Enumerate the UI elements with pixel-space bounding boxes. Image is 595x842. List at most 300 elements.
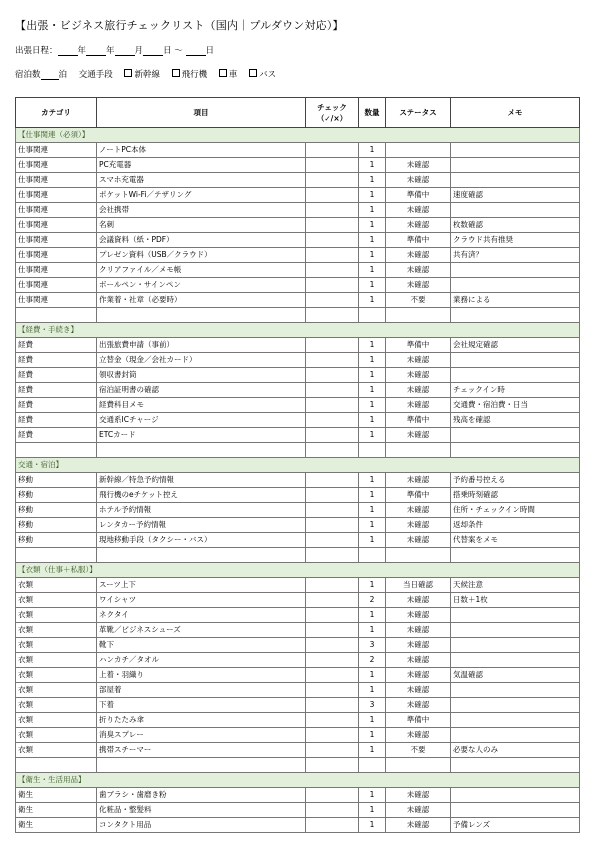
status-dropdown[interactable]: 未確認 — [386, 263, 451, 278]
table-row — [16, 728, 580, 743]
qty-cell[interactable]: 1 — [359, 623, 386, 638]
trip-info — [15, 68, 276, 80]
empty-cell[interactable] — [97, 758, 306, 773]
empty-cell[interactable] — [16, 443, 97, 458]
empty-cell[interactable] — [359, 443, 386, 458]
qty-cell[interactable]: 1 — [359, 803, 386, 818]
item-cell: 化粧品・整髪料 — [97, 803, 306, 818]
empty-cell[interactable] — [386, 758, 451, 773]
empty-cell[interactable] — [451, 758, 580, 773]
qty-cell[interactable]: 1 — [359, 338, 386, 353]
memo-cell[interactable]: 返却条件 — [451, 518, 580, 533]
category-cell: 仕事関連 — [16, 158, 97, 173]
memo-cell[interactable] — [451, 143, 580, 158]
nights-input[interactable] — [41, 69, 59, 80]
status-dropdown[interactable]: 準備中 — [386, 188, 451, 203]
qty-cell[interactable]: 1 — [359, 788, 386, 803]
checkbox-icon[interactable] — [124, 69, 132, 77]
col-item: 項目 — [97, 98, 306, 128]
table-row — [16, 293, 580, 308]
table-row — [16, 623, 580, 638]
qty-cell[interactable]: 1 — [359, 263, 386, 278]
check-cell[interactable] — [306, 623, 359, 638]
checklist-table — [15, 97, 580, 833]
month-input[interactable] — [115, 45, 135, 56]
item-cell: 領収書封筒 — [97, 368, 306, 383]
item-cell: 出張旅費申請（事前） — [97, 338, 306, 353]
status-dropdown[interactable]: 未確認 — [386, 278, 451, 293]
check-cell[interactable] — [306, 653, 359, 668]
check-cell[interactable] — [306, 233, 359, 248]
check-cell[interactable] — [306, 818, 359, 833]
item-cell: 消臭スプレー — [97, 728, 306, 743]
table-row — [16, 788, 580, 803]
status-dropdown[interactable]: 未確認 — [386, 353, 451, 368]
memo-cell[interactable] — [451, 158, 580, 173]
memo-cell[interactable]: 搭乗時刻確認 — [451, 488, 580, 503]
memo-cell[interactable]: チェックイン時 — [451, 383, 580, 398]
table-row — [16, 803, 580, 818]
table-row — [16, 593, 580, 608]
status-dropdown[interactable]: 未確認 — [386, 683, 451, 698]
check-cell[interactable] — [306, 668, 359, 683]
col-qty: 数量 — [359, 98, 386, 128]
table-row — [16, 473, 580, 488]
qty-cell[interactable]: 1 — [359, 173, 386, 188]
empty-cell[interactable] — [306, 548, 359, 563]
col-status: ステータス — [386, 98, 451, 128]
qty-cell[interactable]: 1 — [359, 488, 386, 503]
empty-cell[interactable] — [306, 443, 359, 458]
qty-cell[interactable]: 1 — [359, 188, 386, 203]
status-dropdown[interactable]: 未確認 — [386, 593, 451, 608]
table-row — [16, 578, 580, 593]
memo-cell[interactable] — [451, 203, 580, 218]
memo-cell[interactable] — [451, 638, 580, 653]
category-cell: 衛生 — [16, 818, 97, 833]
check-cell[interactable] — [306, 743, 359, 758]
memo-cell[interactable]: 予約番号控える — [451, 473, 580, 488]
status-dropdown[interactable]: 未確認 — [386, 668, 451, 683]
memo-cell[interactable] — [451, 713, 580, 728]
table-row — [16, 173, 580, 188]
status-dropdown[interactable]: 未確認 — [386, 533, 451, 548]
category-cell: 衣類 — [16, 623, 97, 638]
table-row — [16, 683, 580, 698]
item-cell: ポケットWi-Fi／テザリング — [97, 188, 306, 203]
empty-cell[interactable] — [359, 548, 386, 563]
memo-cell[interactable]: 住所・チェックイン時間 — [451, 503, 580, 518]
memo-cell[interactable] — [451, 728, 580, 743]
empty-cell[interactable] — [451, 308, 580, 323]
day-unit: 日 — [205, 46, 215, 56]
check-cell[interactable] — [306, 488, 359, 503]
memo-cell[interactable]: 日数＋1枚 — [451, 593, 580, 608]
check-cell[interactable] — [306, 173, 359, 188]
qty-cell[interactable]: 1 — [359, 203, 386, 218]
qty-cell[interactable]: 1 — [359, 518, 386, 533]
year-unit: 年 — [77, 46, 87, 56]
memo-cell[interactable]: 枚数確認 — [451, 218, 580, 233]
item-cell: ホテル予約情報 — [97, 503, 306, 518]
memo-cell[interactable]: 残高を確認 — [451, 413, 580, 428]
status-dropdown[interactable] — [386, 143, 451, 158]
memo-cell[interactable] — [451, 368, 580, 383]
qty-cell[interactable]: 3 — [359, 638, 386, 653]
day-input[interactable] — [143, 45, 163, 56]
item-cell: ノートPC本体 — [97, 143, 306, 158]
qty-cell[interactable]: 1 — [359, 668, 386, 683]
memo-cell[interactable] — [451, 428, 580, 443]
check-cell[interactable] — [306, 263, 359, 278]
check-cell[interactable] — [306, 803, 359, 818]
status-dropdown[interactable]: 未確認 — [386, 623, 451, 638]
memo-cell[interactable] — [451, 653, 580, 668]
qty-cell[interactable]: 1 — [359, 743, 386, 758]
item-cell: 上着・羽織り — [97, 668, 306, 683]
spacer-row — [16, 548, 580, 563]
category-cell: 経費 — [16, 383, 97, 398]
table-row — [16, 353, 580, 368]
item-cell: 折りたたみ傘 — [97, 713, 306, 728]
section-header — [16, 563, 580, 578]
check-cell[interactable] — [306, 698, 359, 713]
qty-cell[interactable]: 1 — [359, 293, 386, 308]
item-cell: PC充電器 — [97, 158, 306, 173]
check-cell[interactable] — [306, 203, 359, 218]
category-cell: 移動 — [16, 533, 97, 548]
memo-cell[interactable]: 会社規定確認 — [451, 338, 580, 353]
status-dropdown[interactable]: 未確認 — [386, 818, 451, 833]
checkbox-icon[interactable] — [219, 69, 227, 77]
section-title: 【仕事関連（必須）】 — [16, 128, 580, 143]
memo-cell[interactable]: クラウド共有推奨 — [451, 233, 580, 248]
check-cell[interactable] — [306, 683, 359, 698]
empty-cell[interactable] — [359, 758, 386, 773]
qty-cell[interactable]: 1 — [359, 818, 386, 833]
nights-label: 宿泊数 — [15, 70, 41, 80]
year-input[interactable] — [86, 45, 106, 56]
qty-cell[interactable]: 1 — [359, 143, 386, 158]
category-cell: 仕事関連 — [16, 203, 97, 218]
checkbox-icon[interactable] — [172, 69, 180, 77]
table-row — [16, 158, 580, 173]
status-dropdown[interactable]: 未確認 — [386, 788, 451, 803]
empty-cell[interactable] — [386, 308, 451, 323]
category-cell: 仕事関連 — [16, 278, 97, 293]
category-cell: 衛生 — [16, 788, 97, 803]
check-cell[interactable] — [306, 473, 359, 488]
qty-cell[interactable]: 1 — [359, 368, 386, 383]
section-header — [16, 458, 580, 473]
spacer-row — [16, 758, 580, 773]
qty-cell[interactable]: 1 — [359, 353, 386, 368]
status-dropdown[interactable]: 未確認 — [386, 518, 451, 533]
check-cell[interactable] — [306, 608, 359, 623]
category-cell: 衣類 — [16, 638, 97, 653]
status-dropdown[interactable]: 未確認 — [386, 728, 451, 743]
category-cell: 衣類 — [16, 653, 97, 668]
category-cell: 仕事関連 — [16, 248, 97, 263]
category-cell: 衣類 — [16, 728, 97, 743]
status-dropdown[interactable]: 未確認 — [386, 698, 451, 713]
memo-cell[interactable]: 業務による — [451, 293, 580, 308]
item-cell: ワイシャツ — [97, 593, 306, 608]
table-row — [16, 488, 580, 503]
check-cell[interactable] — [306, 218, 359, 233]
day-input[interactable] — [186, 45, 206, 56]
qty-cell[interactable]: 1 — [359, 158, 386, 173]
qty-cell[interactable]: 1 — [359, 218, 386, 233]
qty-cell[interactable]: 1 — [359, 233, 386, 248]
checkbox-icon[interactable] — [249, 69, 257, 77]
item-cell: 立替金（現金／会社カード） — [97, 353, 306, 368]
item-cell: 新幹線／特急予約情報 — [97, 473, 306, 488]
qty-cell[interactable]: 1 — [359, 428, 386, 443]
transport-option[interactable] — [124, 70, 160, 80]
section-title: 交通・宿泊】 — [16, 458, 580, 473]
memo-cell[interactable] — [451, 803, 580, 818]
status-dropdown[interactable]: 未確認 — [386, 368, 451, 383]
qty-cell[interactable]: 1 — [359, 578, 386, 593]
month-unit: 月 — [134, 46, 144, 56]
qty-cell[interactable]: 1 — [359, 713, 386, 728]
check-cell[interactable] — [306, 788, 359, 803]
item-cell: 携帯スチーマー — [97, 743, 306, 758]
transport-option[interactable] — [172, 70, 208, 80]
item-cell: ネクタイ — [97, 608, 306, 623]
table-row — [16, 218, 580, 233]
memo-cell[interactable] — [451, 278, 580, 293]
transport-option[interactable] — [219, 70, 238, 80]
check-cell[interactable] — [306, 353, 359, 368]
table-row — [16, 143, 580, 158]
table-row — [16, 518, 580, 533]
year-unit: 年 — [106, 46, 115, 56]
table-row — [16, 503, 580, 518]
table-row — [16, 248, 580, 263]
empty-cell[interactable] — [451, 443, 580, 458]
status-dropdown[interactable]: 未確認 — [386, 638, 451, 653]
category-cell: 移動 — [16, 503, 97, 518]
memo-cell[interactable] — [451, 353, 580, 368]
qty-cell[interactable]: 1 — [359, 413, 386, 428]
item-cell: 現地移動手段（タクシー・バス） — [97, 533, 306, 548]
spacer-row — [16, 443, 580, 458]
item-cell: 歯ブラシ・歯磨き粉 — [97, 788, 306, 803]
qty-cell[interactable]: 2 — [359, 653, 386, 668]
item-cell: 会議資料（紙・PDF） — [97, 233, 306, 248]
category-cell: 仕事関連 — [16, 233, 97, 248]
empty-cell[interactable] — [451, 548, 580, 563]
check-cell[interactable] — [306, 293, 359, 308]
item-cell: スマホ充電器 — [97, 173, 306, 188]
check-cell[interactable] — [306, 338, 359, 353]
qty-cell[interactable]: 1 — [359, 248, 386, 263]
empty-cell[interactable] — [16, 758, 97, 773]
col-category: カテゴリ — [16, 98, 97, 128]
category-cell: 衣類 — [16, 743, 97, 758]
item-cell: 会社携帯 — [97, 203, 306, 218]
empty-cell[interactable] — [306, 758, 359, 773]
empty-cell[interactable] — [386, 443, 451, 458]
memo-cell[interactable]: 予備レンズ — [451, 818, 580, 833]
check-cell[interactable] — [306, 368, 359, 383]
status-dropdown[interactable]: 未確認 — [386, 398, 451, 413]
category-cell: 衣類 — [16, 683, 97, 698]
memo-cell[interactable] — [451, 698, 580, 713]
memo-cell[interactable]: 天候注意 — [451, 578, 580, 593]
table-row — [16, 428, 580, 443]
table-row — [16, 368, 580, 383]
table-row — [16, 638, 580, 653]
col-memo: メモ — [451, 98, 580, 128]
memo-cell[interactable]: 速度確認 — [451, 188, 580, 203]
transport-label: 交通手段 — [78, 70, 113, 80]
year-input[interactable] — [58, 45, 78, 56]
category-cell: 経費 — [16, 413, 97, 428]
table-row — [16, 383, 580, 398]
check-cell[interactable] — [306, 428, 359, 443]
transport-option-label: 車 — [228, 70, 238, 80]
category-cell: 衣類 — [16, 593, 97, 608]
memo-cell[interactable]: 交通費・宿泊費・日当 — [451, 398, 580, 413]
item-cell: ETCカード — [97, 428, 306, 443]
status-dropdown[interactable]: 未確認 — [386, 473, 451, 488]
check-cell[interactable] — [306, 158, 359, 173]
status-dropdown[interactable]: 未確認 — [386, 218, 451, 233]
check-cell[interactable] — [306, 578, 359, 593]
table-header — [16, 98, 580, 128]
transport-option[interactable] — [249, 70, 276, 80]
table-row — [16, 398, 580, 413]
page-title: 【出張・ビジネス旅行チェックリスト（国内｜プルダウン対応）】 — [15, 19, 344, 32]
table-row — [16, 233, 580, 248]
qty-cell[interactable]: 1 — [359, 278, 386, 293]
memo-cell[interactable]: 気温確認 — [451, 668, 580, 683]
memo-cell[interactable]: 必要な人のみ — [451, 743, 580, 758]
status-dropdown[interactable]: 準備中 — [386, 713, 451, 728]
category-cell: 衣類 — [16, 668, 97, 683]
check-cell[interactable] — [306, 533, 359, 548]
memo-cell[interactable]: 共有済？ — [451, 248, 580, 263]
status-dropdown[interactable]: 未確認 — [386, 248, 451, 263]
status-dropdown[interactable]: 未確認 — [386, 383, 451, 398]
section-title: 【衛生・生活用品】 — [16, 773, 580, 788]
status-dropdown[interactable]: 準備中 — [386, 413, 451, 428]
qty-cell[interactable]: 3 — [359, 698, 386, 713]
empty-cell[interactable] — [97, 548, 306, 563]
empty-cell[interactable] — [359, 308, 386, 323]
check-cell[interactable] — [306, 398, 359, 413]
check-cell[interactable] — [306, 248, 359, 263]
item-cell: 作業着・社章（必要時） — [97, 293, 306, 308]
memo-cell[interactable]: 代替案をメモ — [451, 533, 580, 548]
memo-cell[interactable] — [451, 788, 580, 803]
status-dropdown[interactable]: 未確認 — [386, 203, 451, 218]
item-cell: クリアファイル／メモ帳 — [97, 263, 306, 278]
check-cell[interactable] — [306, 638, 359, 653]
item-cell: 飛行機のeチケット控え — [97, 488, 306, 503]
section-title: 【経費・手続き】 — [16, 323, 580, 338]
item-cell: 下着 — [97, 698, 306, 713]
item-cell: 交通系ICチャージ — [97, 413, 306, 428]
table-row — [16, 653, 580, 668]
memo-cell[interactable] — [451, 608, 580, 623]
category-cell: 仕事関連 — [16, 143, 97, 158]
category-cell: 仕事関連 — [16, 293, 97, 308]
empty-cell[interactable] — [97, 308, 306, 323]
item-cell: 靴下 — [97, 638, 306, 653]
item-cell: ハンカチ／タオル — [97, 653, 306, 668]
qty-cell[interactable]: 1 — [359, 503, 386, 518]
category-cell: 経費 — [16, 368, 97, 383]
status-dropdown[interactable]: 未確認 — [386, 158, 451, 173]
memo-cell[interactable] — [451, 623, 580, 638]
qty-cell[interactable]: 1 — [359, 383, 386, 398]
check-cell[interactable] — [306, 713, 359, 728]
qty-cell[interactable]: 1 — [359, 533, 386, 548]
status-dropdown[interactable]: 未確認 — [386, 608, 451, 623]
table-row — [16, 698, 580, 713]
check-cell[interactable] — [306, 503, 359, 518]
status-dropdown[interactable]: 未確認 — [386, 653, 451, 668]
check-cell[interactable] — [306, 143, 359, 158]
memo-cell[interactable] — [451, 173, 580, 188]
empty-cell[interactable] — [306, 308, 359, 323]
empty-cell[interactable] — [386, 548, 451, 563]
status-dropdown[interactable]: 不要 — [386, 293, 451, 308]
memo-cell[interactable] — [451, 263, 580, 278]
status-dropdown[interactable]: 未確認 — [386, 173, 451, 188]
status-dropdown[interactable]: 当日確認 — [386, 578, 451, 593]
empty-cell[interactable] — [97, 443, 306, 458]
memo-cell[interactable] — [451, 683, 580, 698]
qty-cell[interactable]: 1 — [359, 398, 386, 413]
check-cell[interactable] — [306, 278, 359, 293]
check-cell[interactable] — [306, 593, 359, 608]
item-cell: コンタクト用品 — [97, 818, 306, 833]
empty-cell[interactable] — [16, 548, 97, 563]
check-cell[interactable] — [306, 383, 359, 398]
status-dropdown[interactable]: 未確認 — [386, 428, 451, 443]
category-cell: 経費 — [16, 353, 97, 368]
check-cell[interactable] — [306, 188, 359, 203]
check-cell[interactable] — [306, 728, 359, 743]
category-cell: 衛生 — [16, 803, 97, 818]
check-cell[interactable] — [306, 413, 359, 428]
status-dropdown[interactable]: 準備中 — [386, 338, 451, 353]
qty-cell[interactable]: 2 — [359, 593, 386, 608]
section-header — [16, 773, 580, 788]
status-dropdown[interactable]: 未確認 — [386, 503, 451, 518]
category-cell: 衣類 — [16, 698, 97, 713]
qty-cell[interactable]: 1 — [359, 473, 386, 488]
check-cell[interactable] — [306, 518, 359, 533]
qty-cell[interactable]: 1 — [359, 683, 386, 698]
category-cell: 衣類 — [16, 578, 97, 593]
qty-cell[interactable]: 1 — [359, 608, 386, 623]
status-dropdown[interactable]: 未確認 — [386, 803, 451, 818]
status-dropdown[interactable]: 不要 — [386, 743, 451, 758]
category-cell: 仕事関連 — [16, 218, 97, 233]
item-cell: レンタカー予約情報 — [97, 518, 306, 533]
status-dropdown[interactable]: 準備中 — [386, 233, 451, 248]
category-cell: 移動 — [16, 518, 97, 533]
qty-cell[interactable]: 1 — [359, 728, 386, 743]
empty-cell[interactable] — [16, 308, 97, 323]
status-dropdown[interactable]: 準備中 — [386, 488, 451, 503]
